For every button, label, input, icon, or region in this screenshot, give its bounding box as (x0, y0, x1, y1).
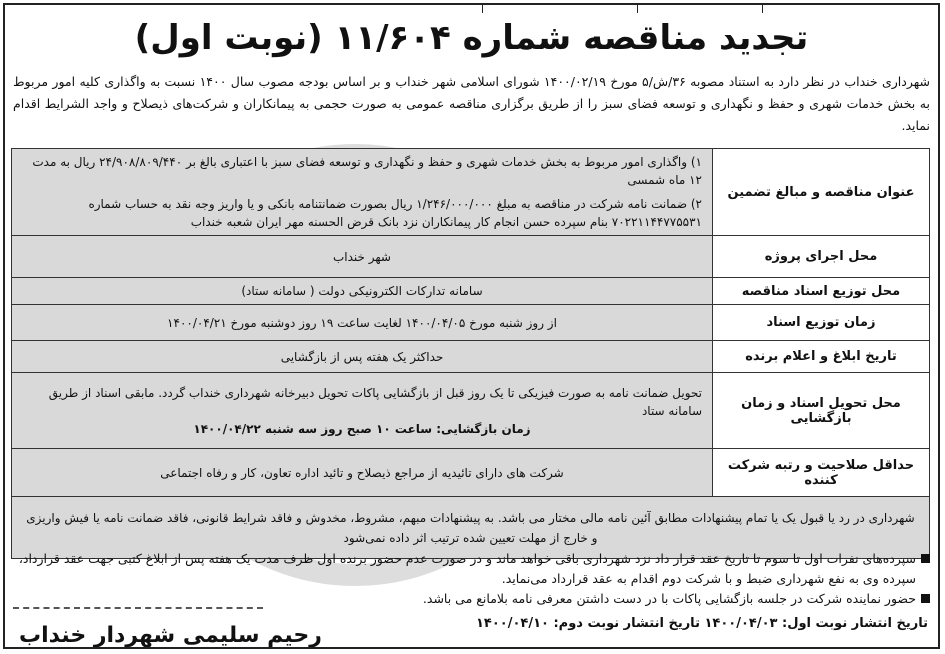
page-title: تجدید مناقصه شماره ۱۱/۶۰۴ (نوبت اول) (134, 18, 809, 58)
delivery-text: تحویل ضمانت نامه به صورت فیزیکی تا یک روز قبل از بازگشایی پاکات تحویل دبیرخانه شهرداری خنداب گردد. مابقی اسناد از طریق سامانه ستاد (48, 385, 702, 418)
row-label-subject: عنوان مناقصه و مبالغ تضمین (713, 149, 930, 236)
row-value-delivery (12, 373, 713, 449)
table-row (12, 149, 930, 236)
divider (13, 607, 263, 609)
tender-details-table (11, 148, 930, 559)
row-value-qualification: شرکت های دارای تائیدیه از مراجع ذیصلاح و تائید اداره تعاون، کار و رفاه اجتماعی (12, 449, 713, 497)
note-text: حضور نماینده شرکت در جلسه بازگشایی پاکات با در دست داشتن معرفی نامه بلامانع می باشد. (422, 591, 916, 606)
row-value-location: شهر خنداب (12, 236, 713, 278)
row-value-distribution: سامانه تدارکات الکترونیکی دولت ( سامانه ستاد) (12, 278, 713, 305)
table-row (12, 305, 930, 341)
row-label-location: محل اجرای پروژه (713, 236, 930, 278)
opening-time: زمان بازگشایی: ساعت ۱۰ صبح روز سه شنبه ۱۴۰۰/۰۴/۲۲ (193, 421, 531, 436)
row-value-subject (12, 149, 713, 236)
signature: رحیم سلیمی شهردار خنداب (19, 623, 322, 648)
row-value-distribution-time: از روز شنبه مورخ ۱۴۰۰/۰۴/۰۵ لغایت ساعت ۱۹ روز دوشنبه مورخ ۱۴۰۰/۰۴/۲۱ (12, 305, 713, 341)
table-row (12, 373, 930, 449)
table-row (12, 341, 930, 373)
publication-dates: تاریخ انتشار نوبت اول: ۱۴۰۰/۰۴/۰۳ تاریخ انتشار نوبت دوم: ۱۴۰۰/۰۴/۱۰ (475, 616, 928, 631)
rejection-note: شهرداری در رد یا قبول یک یا تمام پیشنهادات مطابق آئین نامه مالی مختار می باشد. به پیشنهادات مبهم، مشروط، مخدوش و فاقد شرایط قانونی، فاقد ضمانت نامه یا فیش واریزی و خارج از مهلت تعیین شده ترتیب اثر داده نمی‌شود (12, 497, 930, 559)
row-label-qualification: حداقل صلاحیت و رتبه شرکت کننده (713, 449, 930, 497)
row-label-delivery: محل تحویل اسناد و زمان بازگشایی (713, 373, 930, 449)
list-item (13, 589, 930, 609)
table-row (12, 236, 930, 278)
table-row (12, 278, 930, 305)
row-label-winner: تاریخ ابلاغ و اعلام برنده (713, 341, 930, 373)
table-row (12, 449, 930, 497)
intro-paragraph: شهرداری خنداب در نظر دارد به استناد مصوبه ۳۶/ش/۵ مورخ ۱۴۰۰/۰۲/۱۹ شورای اسلامی شهر خنداب و بر اساس بودجه مصوب سال ۱۴۰۰ نسبت به واگذاری کلیه امور مربوط به بخش خدمات شهری و حفظ و نگهداری و توسعه فضای سبز را از طریق برگزاری مناقصه عمومی به صورت حجمی به پیمانکاران و شرکت‌های ذیصلاح و واجد الشرایط اقدام نماید. (13, 74, 930, 133)
tender-advertisement (3, 3, 940, 649)
notes-list (13, 549, 930, 609)
bullet-square-icon (921, 594, 930, 603)
row-label-distribution: محل توزیع اسناد مناقصه (713, 278, 930, 305)
bullet-square-icon (921, 554, 930, 563)
row-value-winner: حداکثر یک هفته پس از بازگشایی (12, 341, 713, 373)
subject-line-1: ۱) واگذاری امور مربوط به بخش خدمات شهری و حفظ و نگهداری و توسعه فضای سبز با اعتباری بالغ بر ۲۴/۹۰۸/۸۰۹/۴۴۰ ریال به مدت ۱۲ ماه شمسی (32, 155, 702, 187)
row-label-distribution-time: زمان توزیع اسناد (713, 305, 930, 341)
list-item (13, 549, 930, 589)
note-text: سپرده‌های نفرات اول تا سوم تا تاریخ عقد قرار داد نزد شهرداری باقی خواهد ماند و در صورت عدم حضور برنده اول ظرف مدت یک هفته پس از ابلاغ کتبی جهت عقد قرارداد، سپرده وی به نفع شهرداری ضبط و با شرکت دوم اقدام به عقد قرارداد می‌نماید. (18, 551, 916, 586)
subject-line-2: ۲) ضمانت نامه شرکت در مناقصه به مبلغ ۱/۲۴۶/۰۰۰/۰۰۰ ریال بصورت ضمانتنامه بانکی و یا واریز وجه نقد به حساب شماره ۷۰۲۲۱۱۴۴۷۷۵۵۳۱ بنام سپرده حسن انجام کار پیمانکاران نزد بانک قرض الحسنه مهر ایران شعبه خنداب (88, 197, 702, 229)
top-strip (5, 5, 938, 13)
